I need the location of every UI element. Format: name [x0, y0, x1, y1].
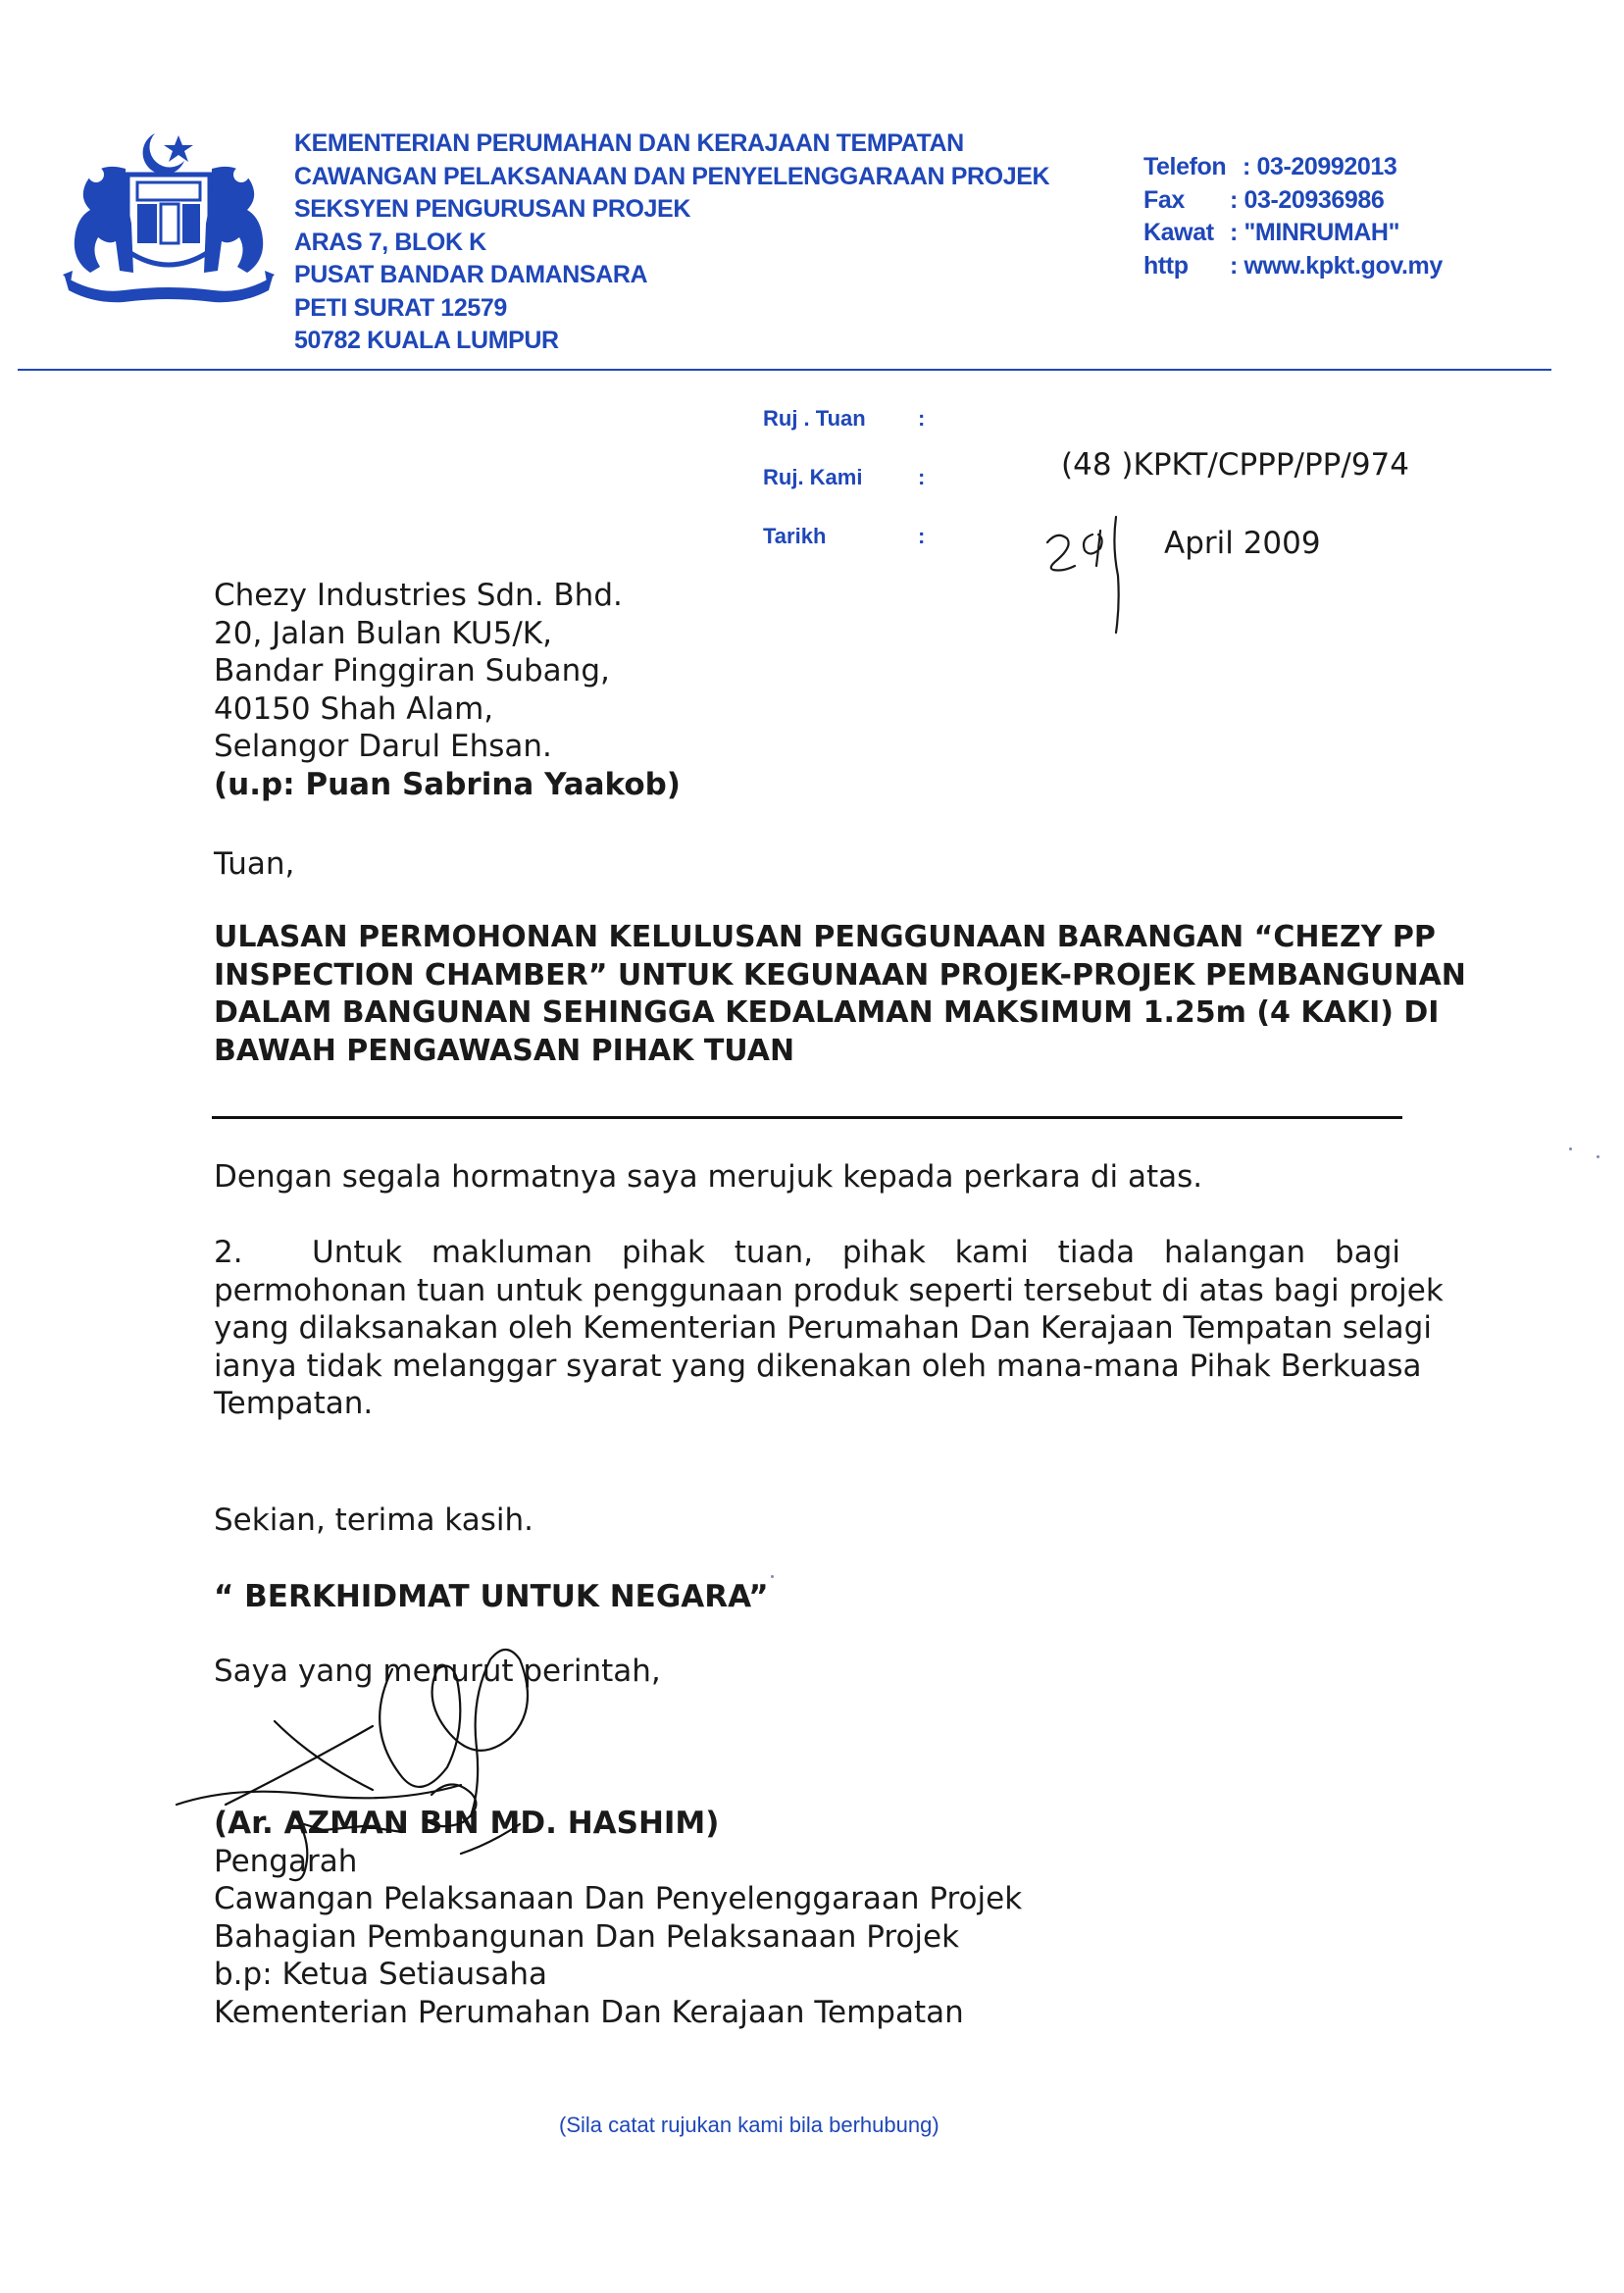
subject-line: INSPECTION CHAMBER” UNTUK KEGUNAAN PROJEK-PROJEK PEMBANGUNAN — [214, 957, 1466, 993]
recipient-attention: (u.p: Puan Sabrina Yaakob) — [214, 766, 681, 802]
date-value: April 2009 — [1164, 526, 1321, 561]
paragraph-2-line: ianya tidak melanggar syarat yang dikenakan oleh mana-mana Pihak Berkuasa — [214, 1348, 1422, 1384]
subject-line: BAWAH PENGAWASAN PIHAK TUAN — [214, 1033, 795, 1068]
your-ref-label: Ruj . Tuan — [763, 406, 866, 431]
paragraph-number: 2. — [214, 1235, 243, 1270]
paragraph-2-line: Tempatan. — [214, 1386, 374, 1421]
footer-reference-note: (Sila catat rujukan kami bila berhubung) — [559, 2113, 939, 2137]
signatory-title: Kementerian Perumahan Dan Kerajaan Tempatan — [214, 1994, 964, 2030]
handwritten-signature — [167, 1628, 598, 1893]
signatory-title: b.p: Ketua Setiausaha — [214, 1957, 547, 1992]
date-label: Tarikh — [763, 524, 827, 548]
scan-speck — [771, 1575, 774, 1578]
address-line: ARAS 7, BLOK K — [294, 228, 486, 256]
telefon-value: : 03-20992013 — [1243, 153, 1397, 180]
our-ref-colon: : — [918, 465, 926, 489]
kawat-label: Kawat — [1143, 219, 1214, 246]
scan-speck — [1569, 1147, 1572, 1150]
paragraph-2-text: Untuk makluman pihak tuan, pihak kami tiada halangan bagi — [312, 1235, 1400, 1270]
date-colon: : — [918, 524, 926, 548]
letterhead-organization — [294, 127, 1049, 358]
coat-of-arms-emblem — [57, 129, 280, 312]
yours-faithfully: Saya yang menurut perintah, — [214, 1654, 661, 1689]
signatory-title: Cawangan Pelaksanaan Dan Penyelenggaraan Projek — [214, 1881, 1023, 1916]
recipient-line: Bandar Pinggiran Subang, — [214, 653, 610, 688]
recipient-line: Selangor Darul Ehsan. — [214, 729, 552, 764]
salutation: Tuan, — [214, 846, 295, 882]
subject-heading — [214, 919, 1466, 1070]
handwritten-day-mark — [1038, 515, 1136, 637]
signatory-name: (Ar. AZMAN BIN MD. HASHIM) — [214, 1806, 720, 1841]
paragraph-2-line: permohonan tuan untuk penggunaan produk seperti tersebut di atas bagi projek — [214, 1272, 1444, 1308]
section-name: SEKSYEN PENGURUSAN PROJEK — [294, 195, 690, 223]
subject-line: ULASAN PERMOHONAN KELULUSAN PENGGUNAAN BARANGAN “CHEZY PP — [214, 920, 1436, 954]
closing-line: Sekian, terima kasih. — [214, 1503, 533, 1538]
our-ref-label: Ruj. Kami — [763, 465, 863, 489]
signatory-title: Pengarah — [214, 1843, 358, 1879]
paragraph-2 — [214, 1234, 1444, 1423]
telefon-label: Telefon — [1143, 153, 1227, 180]
fax-label: Fax — [1143, 185, 1185, 214]
subject-underline — [212, 1116, 1402, 1119]
our-ref-value: (48 )KPKT/CPPP/PP/974 — [1061, 447, 1409, 483]
signatory-title: Bahagian Pembangunan Dan Pelaksanaan Projek — [214, 1918, 960, 1955]
branch-name: CAWANGAN PELAKSANAAN DAN PENYELENGGARAAN PROJEK — [294, 162, 1050, 190]
kawat-value: : "MINRUMAH" — [1230, 219, 1400, 246]
address-line: PUSAT BANDAR DAMANSARA — [294, 261, 648, 288]
recipient-line: Chezy Industries Sdn. Bhd. — [214, 578, 623, 613]
recipient-line: 20, Jalan Bulan KU5/K, — [214, 615, 552, 651]
scan-speck — [1597, 1155, 1599, 1158]
ministry-name: KEMENTERIAN PERUMAHAN DAN KERAJAAN TEMPATAN — [294, 129, 964, 157]
paragraph-2-line-1 — [214, 1234, 1400, 1272]
paragraph-2-line: yang dilaksanakan oleh Kementerian Perumahan Dan Kerajaan Tempatan selagi — [214, 1310, 1432, 1346]
your-ref-colon: : — [918, 406, 926, 431]
subject-line: DALAM BANGUNAN SEHINGGA KEDALAMAN MAKSIMUM 1.25m (4 KAKI) DI — [214, 995, 1440, 1030]
address-line: 50782 KUALA LUMPUR — [294, 327, 559, 354]
http-label: http — [1143, 251, 1189, 280]
recipient-address — [214, 577, 681, 803]
address-line: PETI SURAT 12579 — [294, 293, 507, 322]
http-value: : www.kpkt.gov.my — [1230, 251, 1443, 280]
motto: “ BERKHIDMAT UNTUK NEGARA” — [214, 1579, 769, 1614]
header-divider — [18, 369, 1551, 371]
fax-value: : 03-20936986 — [1230, 185, 1385, 214]
recipient-line: 40150 Shah Alam, — [214, 690, 494, 727]
paragraph-1: Dengan segala hormatnya saya merujuk kepada perkara di atas. — [214, 1159, 1203, 1195]
